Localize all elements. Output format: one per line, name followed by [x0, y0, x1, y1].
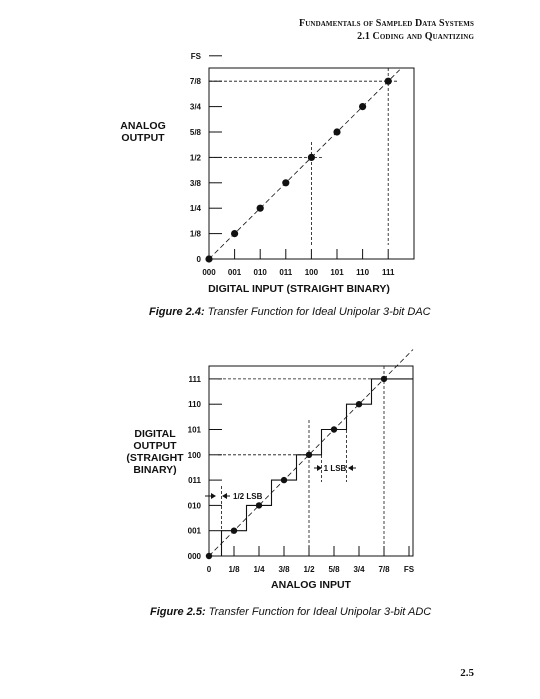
adc-y-tick-label: 110 [188, 400, 201, 410]
dac-data-point [385, 78, 392, 85]
figure-2-5-adc-chart [126, 350, 414, 591]
adc-lsb-label: 1 LSB [323, 464, 347, 473]
adc-lsb-arrow-head-right [348, 465, 353, 471]
adc-y-tick-label: 111 [188, 374, 201, 384]
adc-data-point [306, 452, 312, 458]
adc-y-tick-label: 011 [188, 476, 201, 486]
adc-x-tick-label: 1/8 [228, 565, 240, 574]
adc-half-lsb-arrow-head [211, 493, 216, 499]
adc-data-point [381, 376, 387, 382]
running-header-section: 2.1 Coding and Quantizing [357, 31, 474, 42]
adc-y-tick-label: 101 [187, 425, 201, 435]
adc-x-tick-label: FS [403, 565, 415, 574]
adc-y-tick-label: 010 [187, 501, 201, 511]
adc-y-axis-label: OUTPUT [133, 440, 177, 452]
dac-y-tick-label: 1/8 [189, 229, 201, 239]
page-number: 2.5 [460, 667, 474, 679]
dac-data-point [282, 179, 289, 186]
adc-y-axis-label: (STRAIGHT [126, 452, 184, 464]
adc-x-tick-label: 5/8 [328, 565, 340, 574]
figure-2-5-caption-label: Figure 2.5: [150, 606, 206, 618]
figure-2-4-caption-label: Figure 2.4: [149, 306, 205, 318]
running-header-title: Fundamentals of Sampled Data Systems [299, 18, 474, 29]
dac-data-point [359, 103, 366, 110]
dac-y-tick-label: 5/8 [189, 128, 201, 137]
adc-data-point [356, 401, 362, 407]
adc-x-tick-label: 3/8 [278, 565, 290, 574]
adc-x-tick-label: 3/4 [353, 565, 365, 574]
adc-half-lsb-label: 1/2 LSB [233, 492, 263, 501]
adc-half-lsb-arrow-head-right [222, 493, 227, 499]
adc-y-axis-label: DIGITAL [134, 428, 176, 440]
dac-x-axis-label: DIGITAL INPUT (STRAIGHT BINARY) [208, 283, 390, 295]
dac-x-tick-label: 010 [253, 268, 267, 277]
adc-x-tick-label: 1/2 [303, 565, 315, 574]
adc-x-axis-label: ANALOG INPUT [271, 579, 351, 591]
figure-2-4-caption [149, 306, 431, 318]
dac-x-tick-label: 111 [381, 268, 395, 277]
figure-2-5-caption [150, 606, 431, 618]
adc-x-tick-label: 7/8 [378, 565, 390, 574]
figure-2-4-dac-chart [120, 52, 414, 295]
dac-x-tick-label: 011 [279, 268, 293, 277]
figure-2-5-caption-text: Transfer Function for Ideal Unipolar 3-bit ADC [205, 606, 432, 618]
adc-x-tick-label: 1/4 [253, 565, 265, 574]
dac-x-tick-label: 100 [304, 268, 319, 277]
dac-data-point [257, 205, 264, 212]
dac-x-tick-label: 000 [202, 268, 216, 277]
dac-y-tick-label: 1/4 [189, 204, 201, 214]
adc-x-tick-label: 0 [206, 565, 212, 574]
dac-y-tick-label: 1/2 [189, 153, 201, 163]
dac-y-axis-label: ANALOG [120, 120, 166, 132]
dac-y-tick-label: 0 [196, 255, 201, 264]
adc-y-axis-label: BINARY) [133, 464, 177, 476]
adc-data-point [331, 426, 337, 432]
adc-y-tick-label: 000 [187, 552, 201, 561]
dac-y-tick-label: 3/8 [189, 178, 201, 188]
dac-y-tick-label: FS [190, 51, 201, 61]
dac-x-tick-label: 110 [356, 268, 370, 277]
dac-data-point [308, 154, 315, 161]
dac-x-tick-label: 001 [227, 268, 242, 277]
dac-data-point [205, 255, 212, 262]
adc-data-point [206, 553, 212, 559]
dac-y-axis-label: OUTPUT [121, 132, 165, 144]
dac-data-point [333, 128, 340, 135]
dac-ideal-line [209, 70, 400, 259]
adc-y-tick-label: 001 [187, 526, 201, 536]
dac-y-tick-label: 3/4 [189, 102, 201, 112]
adc-data-point [231, 528, 237, 534]
adc-y-tick-label: 100 [187, 450, 201, 460]
adc-plot-frame [209, 366, 413, 556]
figure-2-4-caption-text: Transfer Function for Ideal Unipolar 3-bit DAC [204, 306, 431, 318]
dac-y-tick-label: 7/8 [189, 77, 201, 87]
adc-data-point [281, 477, 287, 483]
dac-data-point [231, 230, 238, 237]
adc-data-point [256, 502, 262, 508]
adc-staircase [209, 379, 413, 556]
dac-x-tick-label: 101 [330, 268, 344, 277]
